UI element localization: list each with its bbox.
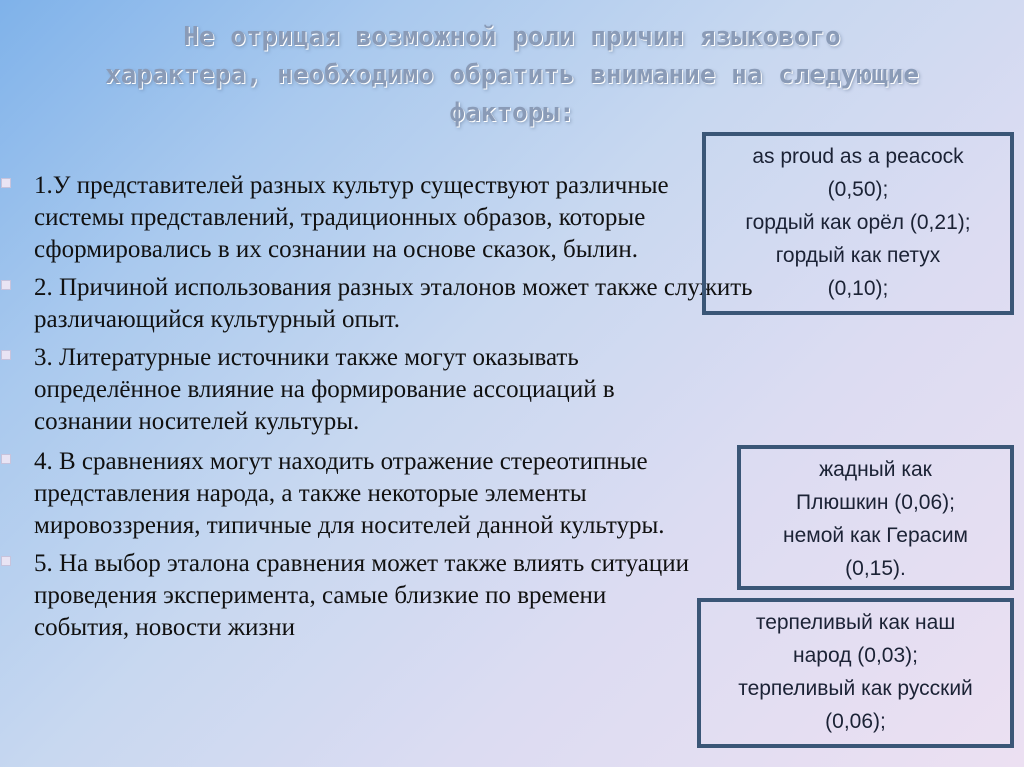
list-item — [0, 446, 734, 542]
slide-title — [40, 18, 984, 132]
box-line: (0,06); — [825, 710, 886, 733]
bullet-icon — [2, 179, 10, 187]
list-item — [0, 548, 694, 644]
box-line: (0,15). — [845, 557, 906, 580]
list-item — [0, 170, 694, 266]
list-item-text: 3. Литературные источники также могут оказывать определённое влияние на формирование ассоциаций в сознании носителей культуры. — [34, 344, 615, 435]
box-line: (0,50); — [827, 178, 889, 201]
box-line: жадный как — [819, 458, 932, 481]
list-item — [0, 272, 754, 336]
box-line: as proud as a peacock — [752, 145, 964, 168]
comparison-box-patient — [697, 598, 1014, 748]
list-item-text: 4. В сравнениях могут находить отражение стереотипные представления народа, а также некоторые элементы мировоззрения, типичные для носителей данной культуры. — [34, 448, 665, 539]
title-line: факторы: — [449, 98, 575, 128]
list-item-text: 1.У представителей разных культур существуют различные системы представлений, традиционных образов, которые сформировались в их сознании на основе сказок, былин. — [34, 172, 669, 263]
bullet-icon — [2, 557, 10, 565]
title-line: Не отрицая возможной роли причин языкового — [183, 22, 841, 52]
bullet-icon — [2, 455, 10, 463]
bullet-icon — [2, 281, 10, 289]
title-line: характера, необходимо обратить внимание на следующие — [105, 60, 919, 90]
box-line: терпеливый как наш — [755, 611, 956, 634]
list-item — [0, 342, 674, 438]
comparison-box-proud — [702, 132, 1014, 315]
box-line: Плюшкин (0,06); — [796, 491, 955, 514]
box-line: гордый как орёл (0,21); — [745, 211, 971, 234]
box-line: терпеливый как русский — [738, 677, 973, 700]
box-line: гордый как петух — [775, 244, 941, 267]
box-line: немой как Герасим — [783, 524, 968, 547]
factors-list — [0, 170, 760, 644]
box-line: народ (0,03); — [793, 644, 918, 667]
list-item-text: 2. Причиной использования разных эталонов может также служить различающийся культурный опыт. — [34, 274, 753, 333]
comparison-box-greedy — [737, 445, 1014, 590]
bullet-icon — [2, 351, 10, 359]
box-line: (0,10); — [827, 277, 889, 300]
list-item-text: 5. На выбор эталона сравнения может также влиять ситуации проведения эксперимента, самые близкие по времени события, новости жизни — [34, 550, 689, 641]
